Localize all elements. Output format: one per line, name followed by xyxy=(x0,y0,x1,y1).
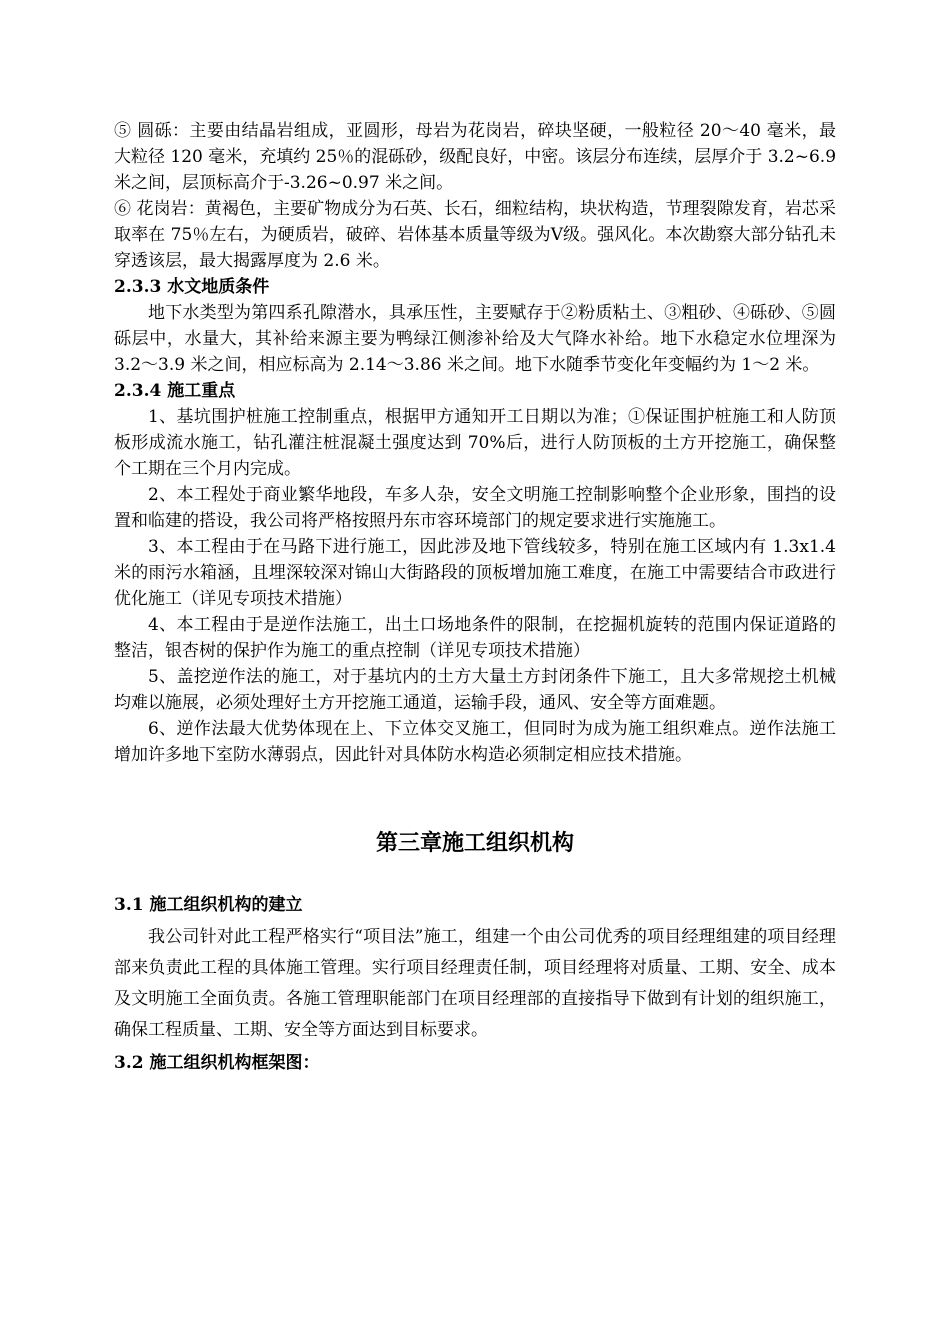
section-3-2-heading: 3.2 施工组织机构框架图： xyxy=(114,1053,320,1073)
key-point-item: 1、基坑围护桩施工控制重点，根据甲方通知开工日期以为准；①保证围护桩施工和人防顶板形成流水施工，钻孔灌注桩混凝土强度达到 70%后，进行人防顶板的土方开挖施工，确保整个工期在三个月内完成。 xyxy=(114,407,836,479)
document-page xyxy=(114,118,836,1076)
section-2-3-3-body: 地下水类型为第四系孔隙潜水，具承压性，主要赋存于②粉质粘土、③粗砂、④砾砂、⑤圆砾层中，水量大，其补给来源主要为鸭绿江侧渗补给及大气降水补给。地下水稳定水位埋深为 3.2～3.9 米之间，相应标高为 2.14～3.86 米之间。地下水随季节变化年变幅约为 1～2 米。 xyxy=(114,303,836,375)
layer-6-description: ⑥ 花岗岩：黄褐色，主要矿物成分为石英、长石，细粒结构，块状构造，节理裂隙发育，岩芯采取率在 75％左右，为硬质岩，破碎、岩体基本质量等级为Ⅴ级。强风化。本次勘察大部分钻孔未穿透该层，最大揭露厚度为 2.6 米。 xyxy=(114,199,836,271)
key-point-item: 3、本工程由于在马路下进行施工，因此涉及地下管线较多，特别在施工区域内有 1.3x1.4 米的雨污水箱涵，且埋深较深对锦山大街路段的顶板增加施工难度，在施工中需要结合市政进行优化施工（详见专项技术措施） xyxy=(114,537,836,609)
section-3-1-heading: 3.1 施工组织机构的建立 xyxy=(114,895,303,915)
section-3-1-body: 我公司针对此工程严格实行“项目法”施工，组建一个由公司优秀的项目经理组建的项目经理部来负责此工程的具体施工管理。实行项目经理责任制，项目经理将对质量、工期、安全、成本及文明施工全面负责。各施工管理职能部门在项目经理部的直接指导下做到有计划的组织施工，确保工程质量、工期、安全等方面达到目标要求。 xyxy=(114,927,836,1040)
chapter-3-title: 第三章施工组织机构 xyxy=(375,830,574,856)
section-2-3-3-heading: 2.3.3 水文地质条件 xyxy=(114,277,270,297)
key-point-item: 5、盖挖逆作法的施工，对于基坑内的土方大量土方封闭条件下施工，且大多常规挖土机械均难以施展，必须处理好土方开挖施工通道，运输手段，通风、安全等方面难题。 xyxy=(114,667,836,713)
key-point-item: 2、本工程处于商业繁华地段，车多人杂，安全文明施工控制影响整个企业形象，围挡的设置和临建的搭设，我公司将严格按照丹东市容环境部门的规定要求进行实施施工。 xyxy=(114,485,836,531)
layer-5-description: ⑤ 圆砾：主要由结晶岩组成，亚圆形，母岩为花岗岩，碎块坚硬，一般粒径 20～40 毫米，最大粒径 120 毫米，充填约 25％的混砾砂，级配良好，中密。该层分布连续，层厚介于 3.2~6.9 米之间，层顶标高介于-3.26~0.97 米之间。 xyxy=(114,121,837,193)
key-point-item: 4、本工程由于是逆作法施工，出土口场地条件的限制，在挖掘机旋转的范围内保证道路的整洁，银杏树的保护作为施工的重点控制（详见专项技术措施） xyxy=(114,615,836,661)
key-point-item: 6、逆作法最大优势体现在上、下立体交叉施工，但同时为成为施工组织难点。逆作法施工增加许多地下室防水薄弱点，因此针对具体防水构造必须制定相应技术措施。 xyxy=(114,719,836,765)
section-2-3-4-heading: 2.3.4 施工重点 xyxy=(114,381,236,401)
